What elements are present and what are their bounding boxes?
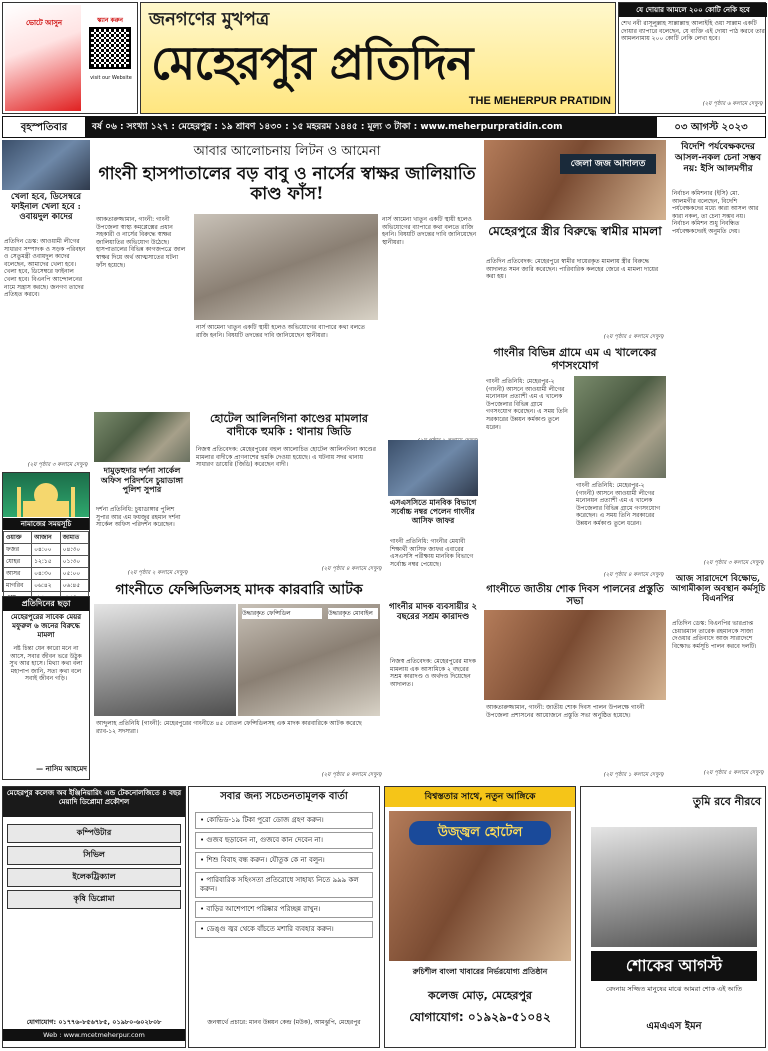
lead-main-headline: গাংনী হাসপাতালের বড় বাবু ও নার্সের স্বাক্ষর জালিয়াতি কাণ্ড ফাঁস!: [98, 164, 476, 204]
prayer-header-cell: জামাত: [60, 532, 88, 544]
bnp-headline: আজ সারাদেশে বিক্ষোভ, আগামীকাল অবস্থান কর্মসূচি বিএনপির: [670, 574, 766, 604]
lead-main-body2: নার্স আমেনা খাতুন একটি স্থায়ী হলেও অভিযোগের ব্যাপারে কথা বলতে রাজি হননি। বিষয়টি তদন্তের দাবি জানিয়েছেন স্থানীয়রা।: [196, 324, 365, 339]
right-col-body: নির্বাচন কমিশনার (ইসি) মো. আলমগীর বলেছেন, বিদেশি পর্যবেক্ষকদের মধ্যে কারা আসল আর কারা নকল, তা চেনা সম্ভব নয়। নির্বাচন কমিশন শুধু নিবন্ধিত পর্যবেক্ষকদেরই অনুমতি দেয়।: [672, 190, 759, 235]
ganges-body: গাংনী প্রতিনিধি: মেহেরপুর-২ (গাংনী) আসনে আওয়ামী লীগের মনোনয়ন প্রত্যাশী এম এ খালেক উপজেলার বিভিন্ন গ্রামে গণসংযোগ করেছেন। এ সময় তিনি সরকারের উন্নয়ন কর্মকাণ্ড তুলে ধরেন।: [486, 378, 568, 431]
awareness-ad: [188, 786, 380, 1048]
prayer-cell: ফজর: [4, 544, 32, 556]
wife-case-cont: (২য় পৃষ্ঠার ৫ কলামে দেখুন): [603, 334, 664, 340]
dateline-bar: [2, 116, 766, 138]
ps-story-cont: (২য় পৃষ্ঠার ২ কলামে দেখুন): [127, 570, 188, 576]
masthead-title: মেহেরপুর প্রতিদিন: [151, 36, 473, 90]
hotel-ad-tag: বিশ্বস্ততার সাথে, নতুন আঙ্গিকে: [385, 787, 575, 807]
college-course: কম্পিউটার: [7, 824, 181, 843]
prayer-row: [4, 544, 89, 556]
lead-left-cont: (২য় পৃষ্ঠার ৩ কলামে দেখুন): [27, 462, 88, 468]
left-ad-text: ভোটে আসুন: [25, 19, 63, 27]
august-ad: [580, 786, 766, 1048]
ganges-photo: [574, 376, 666, 478]
prayer-table: [3, 531, 89, 604]
lead-main-body3: নার্স আমেনা খাতুন একটি স্থায়ী হলেও অভিযোগের ব্যাপারে কথা বলতে রাজি হননি। বিষয়টি তদন্তের দাবি জানিয়েছেন স্থানীয়রা।: [382, 216, 477, 246]
top-right-headline: যে দোয়ার আমলে ২০০ কোটি নেকি হবে: [619, 3, 767, 17]
awareness-item: • গুজব ছড়াবেন না, গুজবে কান দেবেন না।: [195, 832, 373, 849]
awareness-item: • শিশু বিবাহ বন্ধ করুন। যৌতুক কে না বলুন।: [195, 852, 373, 869]
lead-left-headline: খেলা হবে, ডিসেম্বরে ফাইনাল খেলা হবে : ওবায়দুল কাদের: [10, 192, 82, 222]
masthead-tagline: জনগণের মুখপত্র: [149, 9, 270, 30]
hotel-ad-name: উজ্জ্বল হোটেল: [409, 821, 551, 845]
dateline-issue: বর্ষ ০৬ : সংখ্যা ১২৭ : মেহেরপুর : ১৯ শ্রাবণ ১৪৩০ : ১৫ মহররম ১৪৪৫ : মূল্য ৩ টাকা : www.meherpurpratidin.com: [92, 122, 563, 132]
hotel-ad-place: কলেজ মোড়, মেহেরপুর: [428, 989, 532, 1002]
qr-caption: visit our Website: [90, 75, 132, 81]
august-name: এমএএস ইমন: [646, 1021, 702, 1032]
hotel-ad-phone[interactable]: যোগাযোগ: ০১৯২৯-৫১০৪২: [409, 1010, 551, 1024]
prayer-cell: ১২:১৫: [32, 556, 61, 568]
prayer-cell: মাগরিব: [4, 580, 32, 592]
prayer-header-cell: ওয়াক্ত: [4, 532, 32, 544]
hotel-story-headline: হোটেল আলিনগিনা কাণ্ডের মামলার বাদীকে হুমকি : থানায় জিডি: [210, 412, 368, 438]
qr-code[interactable]: [89, 27, 131, 69]
bnp-cont: (২য় পৃষ্ঠার ৫ কলামে দেখুন): [703, 770, 764, 776]
daily-verse-box: [2, 596, 90, 780]
college-course: সিভিল: [7, 846, 181, 865]
masthead-title-en: THE MEHERPUR PRATIDIN: [468, 95, 611, 107]
prayer-cell: যোহর: [4, 556, 32, 568]
ganges-headline: গাংনীর বিভিন্ন গ্রামে এম এ খালেকের গণসংযোগ: [493, 346, 657, 372]
prayer-cell: ০৪:৩০: [32, 568, 61, 580]
prayer-cell: ০৫:০০: [60, 568, 88, 580]
daily-verse-author: — নাসিম আহমেদ: [36, 765, 87, 773]
mourning-photo: [484, 610, 666, 700]
lead-main-kicker: আবার আলোচনায় লিটন ও আমেনা: [193, 144, 381, 159]
prayer-cell: ০৪:০০: [32, 544, 61, 556]
college-ad-lines: [7, 821, 181, 912]
hotel-story-cont: (২য় পৃষ্ঠার ৪ কলামে দেখুন): [321, 566, 382, 572]
bnp-body: প্রতিদিন ডেস্ক: বিএনপির ভারপ্রাপ্ত চেয়ারম্যান তারেক রহমানকে সাজা দেওয়ার প্রতিবাদে আজ সারাদেশে বিক্ষোভ কর্মসূচি পালন করবে দলটি।: [672, 620, 757, 650]
mourning-headline: গাংনীতে জাতীয় শোক দিবস পালনের প্রস্তুতি সভা: [486, 584, 664, 607]
right-col-headline: বিদেশি পর্যবেক্ষকদের আসল-নকল চেনা সম্ভব নয়: ইসি আলমগীর: [674, 142, 762, 174]
daily-verse-lines: নষ্ট চিন্তা যেন কারো মনে না আসে, সবার জীবন ভরে উঠুক সুখ আর হাসে। মিথ্যা কথা বলা মহাপাপ জানি, সত্য কথা বলে সবাই জীবন গড়ি।: [9, 645, 83, 683]
mourning-cont: (২য় পৃষ্ঠার ১ কলামে দেখুন): [603, 772, 664, 778]
mourning-body: আকতারুজ্জামান, গাংনী: জাতীয় শোক দিবস পালন উপলক্ষে গাংনী উপজেলা প্রশাসনের আয়োজনে প্রস্তুতি সভা অনুষ্ঠিত হয়েছে।: [486, 704, 645, 719]
college-ad-web[interactable]: Web : www.mcetmeherpur.com: [3, 1029, 185, 1041]
ganges-cont: (২য় পৃষ্ঠার ৪ কলামে দেখুন): [603, 572, 664, 578]
august-top: তুমি রবে নীরবে: [692, 795, 761, 808]
college-course: ইলেকট্রিক্যাল: [7, 868, 181, 887]
drugs-photo-2: [238, 604, 380, 716]
ps-story-headline: দামুড়হুদার দর্শনা সার্কেল অফিস পরিদর্শনে চুয়াডাঙ্গা পুলিশ সুপার: [100, 465, 184, 494]
college-ad[interactable]: [2, 786, 186, 1048]
top-right-cont: (২য় পৃষ্ঠার ৬ কলামে দেখুন): [702, 101, 763, 107]
wife-case-body: প্রতিদিন প্রতিবেদক: মেহেরপুরে স্বামীর দায়েরকৃত মামলায় স্ত্রীর বিরুদ্ধে আদালত সমন জারি করেছেন। পারিবারিক কলহের জেরে এ মামলা দায়ের করা হয়।: [486, 258, 659, 281]
prayer-box: [2, 472, 90, 592]
dateline-date: ০৩ আগস্ট ২০২৩: [656, 116, 766, 138]
prayer-cell: ০৬:৪৫: [60, 580, 88, 592]
prayer-cell: ০৬:৪২: [32, 580, 61, 592]
august-portrait: [591, 827, 757, 947]
drugs-cont: (২য় পৃষ্ঠার ৪ কলামে দেখুন): [321, 772, 382, 778]
drugs-caption-2: উদ্ধারকৃত মোবাইল: [328, 608, 378, 619]
court-sign: জেলা জজ আদালত: [560, 154, 656, 174]
awareness-item: • ডেঙ্গু জ্বর থেকে বাঁচতে মশারি ব্যবহার করুন।: [195, 921, 373, 938]
qr-label: স্ক্যান করুন: [97, 17, 123, 24]
prayer-cell: ০১:৩০: [60, 556, 88, 568]
drugs-caption-1: উদ্ধারকৃত ফেন্সিডিল: [242, 608, 322, 619]
prayer-table-wrap: [3, 531, 89, 604]
top-right-story: [618, 2, 766, 114]
daily-verse-title: প্রতিদিনের ছড়া: [3, 597, 89, 611]
lead-left-photo: [2, 140, 90, 190]
dateline-day: বৃহস্পতিবার: [2, 116, 86, 138]
ganges-body2: গাংনী প্রতিনিধি: মেহেরপুর-২ (গাংনী) আসনে আওয়ামী লীগের মনোনয়ন প্রত্যাশী এম এ খালেক উপজেলার বিভিন্ন গ্রামে গণসংযোগ করেছেন। এ সময় তিনি সরকারের উন্নয়ন কর্মকাণ্ড তুলে ধরেন।: [576, 482, 661, 527]
prayer-cell: ০৪:৩০: [60, 544, 88, 556]
hotel-ad-photo: [389, 811, 571, 961]
police-photo: [94, 412, 190, 462]
awareness-footer: জনস্বার্থে প্রচারে: মানব উন্নয়ন কেন্দ্র (মউক), আমঝুপি, মেহেরপুর: [207, 1019, 361, 1026]
august-sub: বেদনায় সজ্জিত মানুষের মাঝে আমরা শোক এই আতি: [606, 985, 742, 993]
masthead: [140, 2, 616, 114]
lead-left-body: প্রতিদিন ডেস্ক: আওয়ামী লীগের সাধারণ সম্পাদক ও সড়ক পরিবহন ও সেতুমন্ত্রী ওবায়দুল কাদের বলেছেন, আমাদের খেলা হবে। খেলা হবে, ডিসেম্বরে ফাইনাল খেলা হবে। বিএনপি আন্দোলনের নামে সন্ত্রাস করছে। জনগণ তাদের প্রতিহত করবে।: [4, 238, 86, 299]
right-col-cont: (২য় পৃষ্ঠার ৩ কলামে দেখুন): [703, 560, 764, 566]
drug-jail-headline: গাংনীর মাদক ব্যবসায়ীর ২ বছরের সশ্রম কারাদণ্ড: [389, 602, 477, 622]
drug-jail-body: নিজস্ব প্রতিবেদক: মেহেরপুরের মাদক মামলায় এক আসামিকে ২ বছরের সশ্রম কারাদণ্ড ও অর্থদণ্ড দিয়েছেন আদালত।: [390, 658, 476, 688]
hotel-ad[interactable]: [384, 786, 576, 1048]
college-course: কৃষি ডিপ্লোমা: [7, 890, 181, 909]
daily-verse-subtitle: মেহেরপুরের সাবেক মেয়র মফুরুল ৬ জনের বিরুদ্ধে মামলা: [10, 613, 82, 639]
prayer-row: [4, 568, 89, 580]
boy-story-headline: এসএসসিতে মানবিক বিভাগে সর্বোচ্চ নম্বর পেলেন গাংনীর আসিফ জাফর: [389, 498, 477, 525]
awareness-item: • পারিবারিক সহিংসতা প্রতিরোধে সাহায্য নিতে ৯৯৯ কল করুন।: [195, 872, 373, 898]
drugs-body: আব্দুলাহ প্রতিনিধি (গাংনী): মেহেরপুরের গাংনীতে ৪৫ বোতল ফেন্সিডিলসহ এক মাদক কারবারিকে আটক করেছে র‍্যাব-১২ সদস্যরা।: [96, 720, 362, 735]
august-title: শোকের আগস্ট: [591, 951, 757, 981]
prayer-row: [4, 580, 89, 592]
awareness-item: • বাড়ির আশেপাশে পরিষ্কার পরিচ্ছন্ন রাখুন।: [195, 901, 373, 918]
college-ad-title: মেহেরপুর কলেজ অব ইঞ্জিনিয়ারিং এন্ড টেকনোলজিতে ৪ বছর মেয়াদি ডিপ্লোমা প্রকৌশল: [3, 787, 185, 817]
left-ad-box: [2, 2, 138, 114]
mosque-icon: [3, 473, 89, 517]
awareness-items: [195, 809, 373, 941]
ps-story-body: দর্শনা প্রতিনিধি: চুয়াডাঙ্গার পুলিশ সুপার আর এম ফয়জুর রহমান দর্শনা সার্কেল অফিস পরিদর্শন করেছেন।: [96, 506, 181, 529]
drugs-photo-1: [94, 604, 236, 716]
hotel-ad-line: রুচিশীল বাংলা খাবারের নির্ভরযোগ্য প্রতিষ্ঠান: [412, 967, 548, 976]
awareness-item: • কোভিড-১৯ টিকা পুরো ডোজ গ্রহণ করুন।: [195, 812, 373, 829]
awareness-title: সবার জন্য সচেতনতামূলক বার্তা: [220, 791, 348, 802]
prayer-row: [4, 556, 89, 568]
court-photo: [484, 140, 666, 220]
prayer-cell: আসর: [4, 568, 32, 580]
prayer-title: নামাজের সময়সূচি: [3, 518, 89, 530]
lead-main-body: আকতারুজ্জামান, গাংনী: গাংনী উপজেলা স্বাস্থ্য কমপ্লেক্সের প্রধান সহকারী ও নার্সের বিরুদ্ধে স্বাক্ষর জালিয়াতির অভিযোগ উঠেছে। হাসপাতালের বিভিন্ন কাগজপত্রে জাল স্বাক্ষর দিয়ে অর্থ আত্মসাতের ঘটনা ফাঁস হয়েছে।: [96, 216, 186, 269]
hospital-photo: [194, 214, 378, 320]
prayer-header-row: [4, 532, 89, 544]
boy-story-body: গাংনী প্রতিনিধি: গাংনীর মেধাবী শিক্ষার্থী আসিফ জাফর এবারের এসএসসি পরীক্ষায় মানবিক বিভাগে সর্বোচ্চ নম্বর পেয়েছে।: [390, 538, 474, 568]
drugs-headline: গাংনীতে ফেন্সিডিলসহ মাদক কারবারি আটক: [115, 582, 363, 598]
prayer-header-cell: আজান: [32, 532, 61, 544]
boy-photo: [388, 440, 478, 496]
wife-case-headline: মেহেরপুরে স্ত্রীর বিরুদ্ধে স্বামীর মামলা: [488, 224, 662, 238]
college-ad-contact: যোগাযোগ: ০১৭৭৬-৮৫৬৭৮৫, ০১৯৮০-৬০২৮০৮: [26, 1018, 162, 1026]
hotel-story-body: নিজস্ব প্রতিবেদক: মেহেরপুরের বহুল আলোচিত হোটেল আলিনগিনা কাণ্ডের মামলার বাদীকে প্রাণনাশের হুমকি দেওয়া হয়েছে। এ ঘটনায় সদর থানায় সাধারণ ডায়েরি (জিডি) করেছেন বাদী।: [196, 446, 376, 469]
top-right-body: শেখ নবী রাসূলুল্লাহ সাল্লাল্লাহু আলাইহি ওয়া সাল্লাম একটি দোয়ার ব্যাপারে বলেছেন, যে ব্যক্তি এই দোয়া পাঠ করবে তার আমলনামায় ২০০ কোটি নেকি লেখা হবে।: [621, 20, 765, 43]
